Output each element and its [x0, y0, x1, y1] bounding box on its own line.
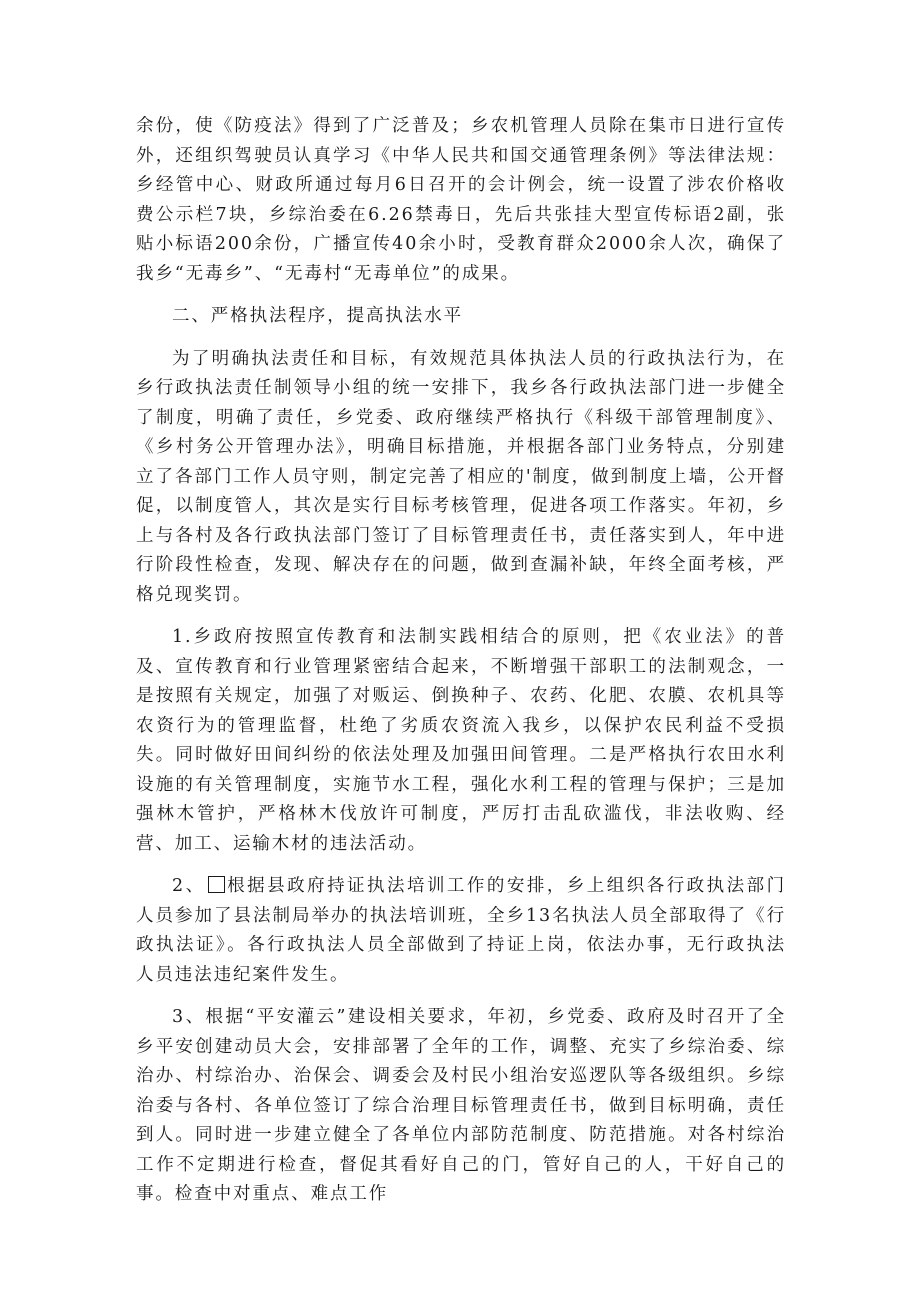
- paragraph-responsibility: 为了明确执法责任和目标，有效规范具体执法人员的行政执法行为，在乡行政执法责任制领导小组的统一安排下，我乡各行政执法部门进一步健全了制度，明确了责任，乡党委、政府继续严格执行《科级干部管理制度》、《乡村务公开管理办法》，明确目标措施，并根据各部门业务特点，分别建立了各部门工作人员守则，制定完善了相应的'制度，做到制度上墙，公开督促，以制度管人，其次是实行目标考核管理，促进各项工作落实。年初，乡上与各村及各行政执法部门签订了目标管理责任书，责任落实到人，年中进行阶段性检查，发现、解决存在的问题，做到查漏补缺，年终全面考核，严格兑现奖罚。: [136, 348, 786, 605]
- paragraph-continued: 余份，使《防疫法》得到了广泛普及；乡农机管理人员除在集市日进行宣传外，还组织驾驶员认真学习《中华人民共和国交通管理条例》等法律法规：乡经管中心、财政所通过每月6日召开的会计例会，统一设置了涉农价格收费公示栏7块，乡综治委在6.26禁毒日，先后共张挂大型宣传标语2副，张贴小标语200余份，广播宣传40余小时，受教育群众2000余人次，确保了我乡“无毒乡”、“无毒村“无毒单位”的成果。: [136, 116, 786, 284]
- placeholder-box-icon: [208, 876, 225, 893]
- paragraph-item-1: 1.乡政府按照宣传教育和法制实践相结合的原则，把《农业法》的普及、宣传教育和行业管理紧密结合起来，不断增强干部职工的法制观念，一是按照有关规定，加强了对贩运、倒换种子、农药、化肥、农膜、农机具等农资行为的管理监督，杜绝了劣质农资流入我乡，以保护农民利益不受损失。同时做好田间纠纷的依法处理及加强田间管理。二是严格执行农田水利设施的有关管理制度，实施节水工程，强化水利工程的管理与保护；三是加强林木管护，严格林木伐放许可制度，严厉打击乱砍滥伐，非法收购、经营、加工、运输木材的违法活动。: [136, 627, 786, 854]
- item-2-number: 2、: [172, 876, 206, 896]
- section-heading: 二、严格执法程序，提高执法水平: [172, 306, 463, 326]
- paragraph-item-3: 3、根据“平安灌云”建设相关要求，年初，乡党委、政府及时召开了全乡平安创建动员大会，安排部署了全年的工作，调整、充实了乡综治委、综治办、村综治办、治保会、调委会及村民小组治安巡逻队等各级组织。乡综治委与各村、各单位签订了综合治理目标管理责任书，做到目标明确，责任到人。同时进一步建立健全了各单位内部防范制度、防范措施。对各村综治工作不定期进行检查，督促其看好自己的门，管好自己的人，干好自己的事。检查中对重点、难点工作: [136, 1007, 786, 1204]
- document-body: [136, 112, 786, 1210]
- item-2-text: 根据县政府持证执法培训工作的安排，乡上组织各行政执法部门人员参加了县法制局举办的执法培训班，全乡13名执法人员全部取得了《行政执法证》。各行政执法人员全部做到了持证上岗，依法办事，无行政执法人员违法违纪案件发生。: [136, 876, 786, 985]
- paragraph-item-2: [136, 872, 786, 990]
